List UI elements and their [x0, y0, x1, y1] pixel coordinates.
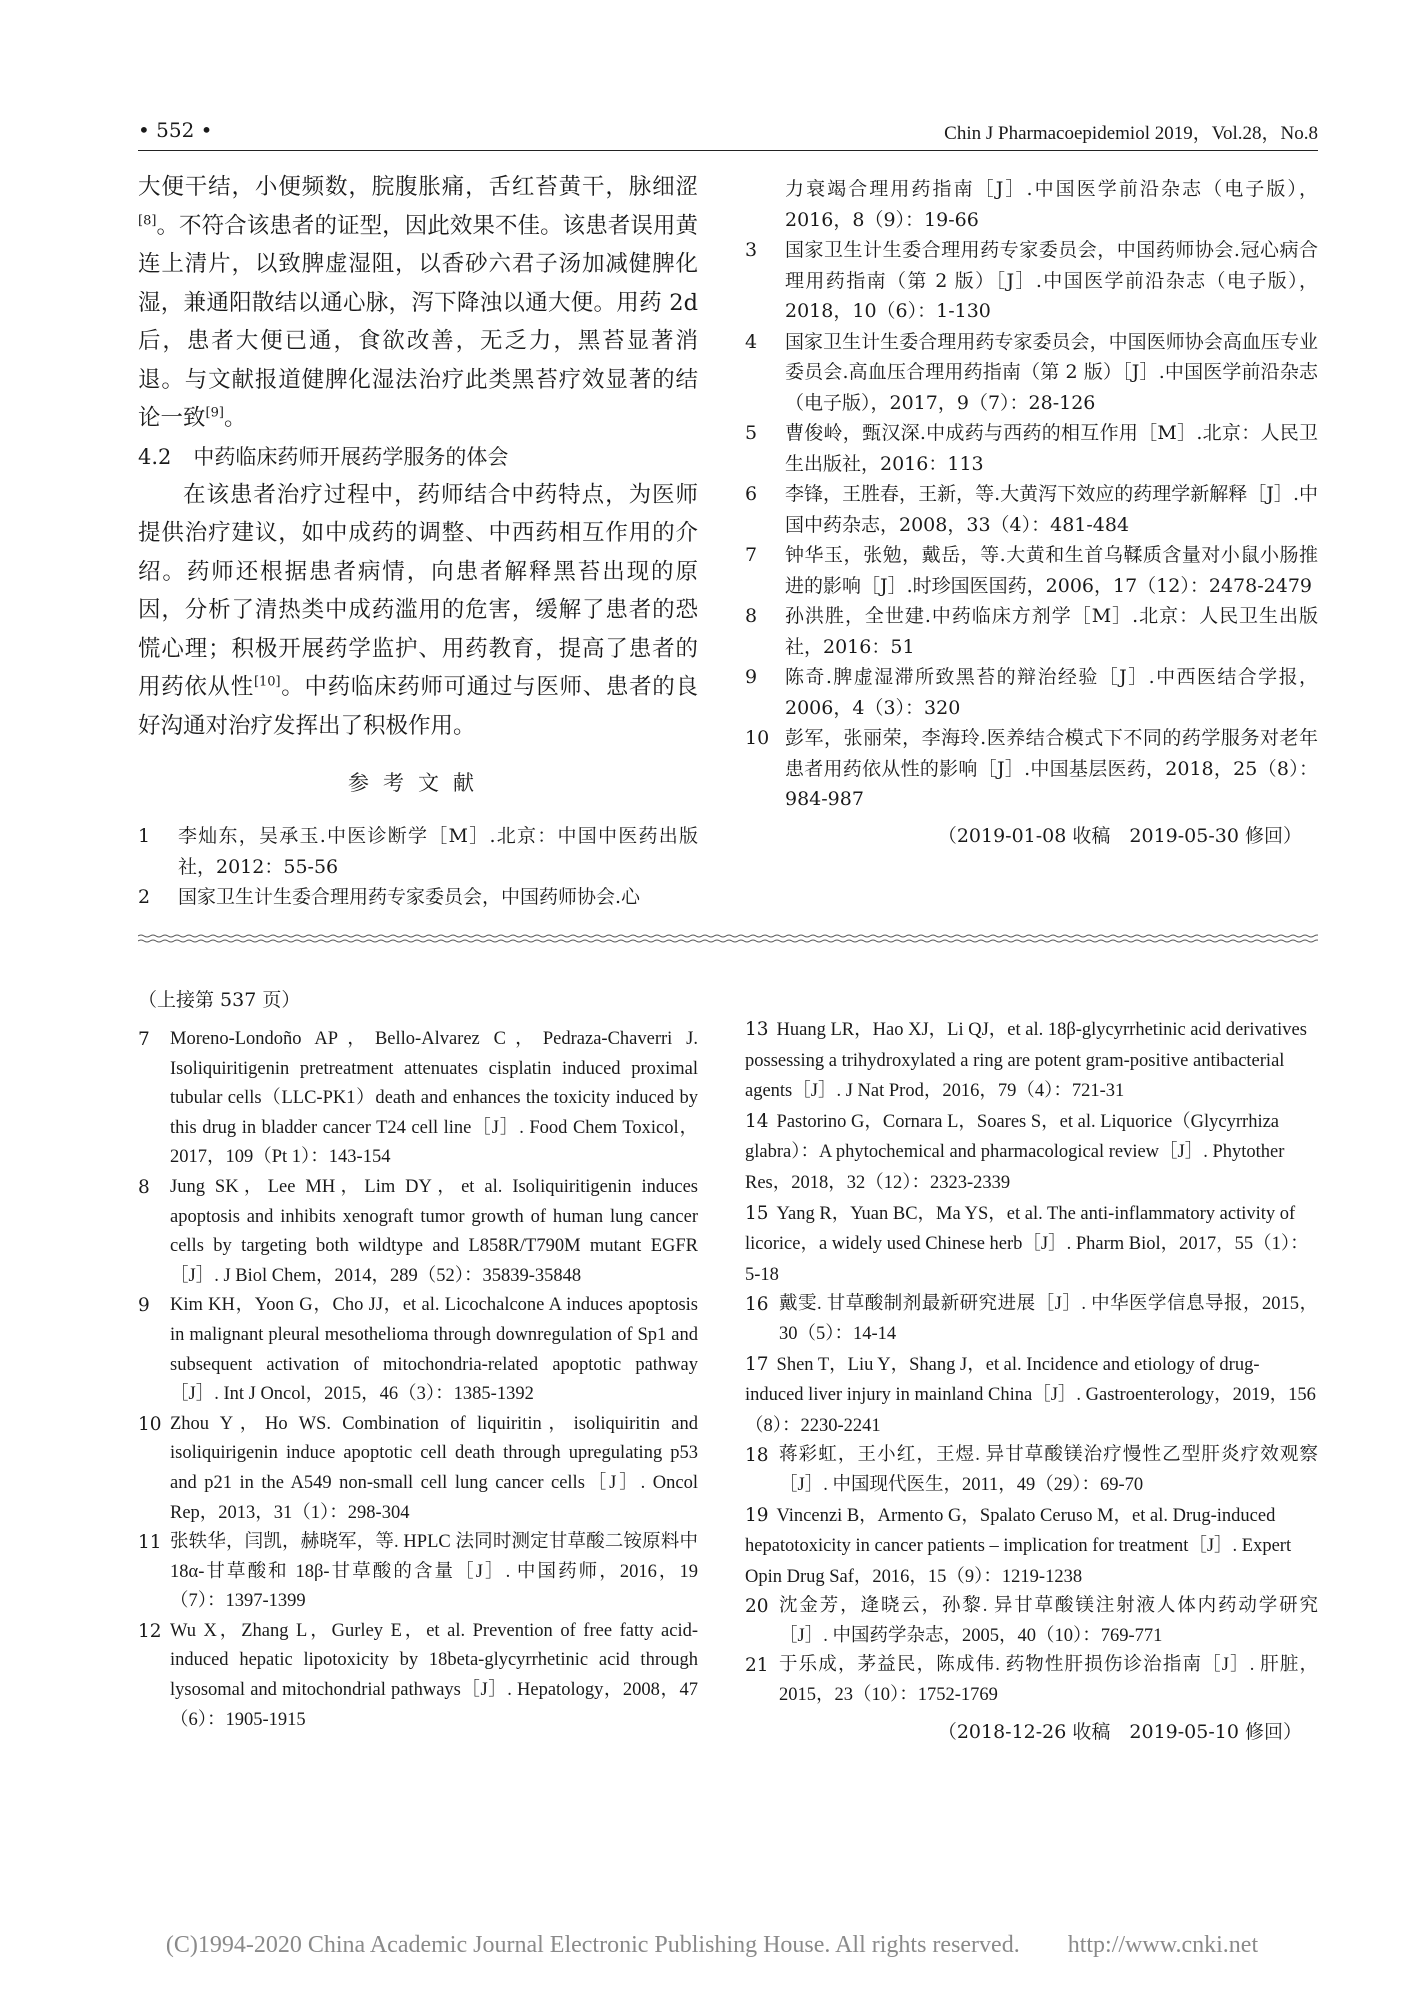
- paragraph-text: 。不符合该患者的证型，因此效果不佳。该患者误用黄连上清片，以致脾虚湿阻，以香砂六君子汤加减健脾化湿，兼通阳散结以通心脉，泻下降浊以通大便。用药 2d 后，患者大便已通，食欲改善，无乏力，黑苔显著消退。与文献报道健脾化湿法治疗此类黑苔疗效显著的结论一致: [138, 212, 698, 431]
- reference-number: 8: [745, 605, 758, 627]
- body-paragraph-1: [138, 168, 698, 438]
- reference-text: 彭军，张丽荣，李海玲.医养结合模式下不同的药学服务对老年患者用药依从性的影响［J］.中国基层医药，2018，25（8）：984-987: [785, 727, 1318, 810]
- reference-number: 1: [138, 825, 151, 847]
- reference-item: [138, 1410, 698, 1528]
- reference-item: [745, 1107, 1318, 1199]
- paragraph-text: 在该患者治疗过程中，药师结合中药特点，为医师提供治疗建议，如中成药的调整、中西药相互作用的介绍。药师还根据患者病情，向患者解释黑苔出现的原因，分析了清热类中成药滥用的危害，缓解了患者的恐慌心理；积极开展药学监护、用药教育，提高了患者的用药依从性: [138, 481, 698, 700]
- reference-item: [745, 418, 1318, 479]
- reference-item: [745, 1350, 1318, 1442]
- reference-number: 12: [138, 1620, 162, 1642]
- received-date: （2018-12-26 收稿 2019-05-10 修回）: [937, 1720, 1302, 1743]
- reference-text: 陈奇.脾虚湿滞所致黑苔的辩治经验［J］.中西医结合学报，2006，4（3）：320: [785, 666, 1318, 719]
- reference-text: Vincenzi B，Armento G，Spalato Ceruso M，et al. Drug-induced hepatotoxicity in cancer patients – implication for treatment［J］. Expert Opin Drug Saf，2016，15（9）：1219-1238: [745, 1505, 1292, 1587]
- citation-mark: [8]: [138, 213, 157, 228]
- reference-item: [138, 1617, 698, 1735]
- reference-number: 13: [745, 1019, 769, 1040]
- reference-item: [138, 1025, 698, 1173]
- reference-item: [745, 479, 1318, 540]
- reference-item: [138, 821, 698, 882]
- reference-text: Shen T，Liu Y，Shang J，et al. Incidence and etiology of drug-induced liver injury in mainland China［J］. Gastroenterology，2019，156（8）：2230-2241: [745, 1354, 1316, 1436]
- reference-number: 7: [138, 1029, 150, 1050]
- reference-text: 戴雯. 甘草酸制剂最新研究进展［J］. 中华医学信息导报，2015，30（5）：14-14: [779, 1294, 1318, 1344]
- reference-number: 5: [745, 422, 758, 444]
- reference-number: 2: [138, 886, 151, 908]
- reference-number: 19: [745, 1504, 769, 1526]
- reference-item: [745, 1592, 1318, 1651]
- reference-text: 国家卫生计生委合理用药专家委员会，中国药师协会.心: [178, 886, 641, 908]
- reference-text: 李灿东，吴承玉.中医诊断学［M］.北京：中国中医药出版社，2012：55-56: [178, 825, 698, 878]
- reference-number: 9: [745, 666, 758, 688]
- reference-text: 钟华玉，张勉，戴岳，等.大黄和生首乌鞣质含量对小鼠小肠推进的影响［J］.时珍国医国药，2006，17（12）：2478-2479: [785, 544, 1318, 597]
- reference-text: 沈金芳，逄晓云，孙黎. 异甘草酸镁注射液人体内药动学研究［J］. 中国药学杂志，2005，40（10）：769-771: [779, 1596, 1318, 1646]
- reference-number: 17: [745, 1353, 769, 1375]
- reference-text: 国家卫生计生委合理用药专家委员会，中国医师协会高血压专业委员会.高血压合理用药指南（第 2 版）［J］.中国医学前沿杂志（电子版），2017，9（7）：28-126: [785, 330, 1318, 414]
- reference-item: [138, 1291, 698, 1409]
- reference-item: [138, 1173, 698, 1291]
- reference-number: 9: [138, 1295, 150, 1317]
- reference-number: 14: [745, 1110, 769, 1132]
- reference-number: 11: [138, 1532, 162, 1554]
- reference-text: Pastorino G，Cornara L，Soares S，et al. Liquorice（Glycyrrhiza glabra）：A phytochemical and pharmacological review［J］. Phytother Res，2018，32（12）：2323-2339: [745, 1111, 1285, 1193]
- wavy-separator: [138, 933, 1318, 945]
- reference-text: Yang R，Yuan BC，Ma YS，et al. The anti-inflammatory activity of licorice，a widely used Chinese herb［J］. Pharm Biol，2017，55（1）：5-18: [745, 1203, 1309, 1285]
- reference-text: 蒋彩虹，王小红，王煜. 异甘草酸镁治疗慢性乙型肝炎疗效观察［J］. 中国现代医生，2011，49（29）：69-70: [779, 1445, 1318, 1495]
- reference-item: [745, 601, 1318, 662]
- reference-item: [745, 327, 1318, 419]
- reference-number: 20: [745, 1596, 769, 1618]
- reference-text: Huang LR，Hao XJ，Li QJ，et al. 18β-glycyrrhetinic acid derivatives possessing a trihydroxylated a ring are potent gram-positive antibacterial agents［J］. J Nat Prod，2016，79（4）：721-31: [745, 1020, 1307, 1102]
- section-heading: [138, 438, 698, 476]
- page-header: [138, 118, 1318, 148]
- reference-text: 力衰竭合理用药指南［J］.中国医学前沿杂志（电子版），2016，8（9）：19-66: [785, 178, 1318, 231]
- continued-note: （上接第 537 页）: [138, 989, 301, 1011]
- left-column-top: [138, 168, 698, 913]
- citation-mark: [10]: [253, 674, 281, 690]
- reference-text: Moreno-Londoño AP，Bello-Alvarez C，Pedraza-Chaverri J. Isoliquiritigenin pretreatment attenuates cisplatin induced proximal tubular cells（LLC-PK1）death and enhances the toxicity induced by this drug in bladder cancer T24 cell line［J］. Food Chem Toxicol，2017，109（Pt 1）：143-154: [170, 1029, 698, 1168]
- journal-citation: Chin J Pharmacoepidemiol 2019，Vol.28，No.8: [944, 123, 1318, 144]
- right-column-top: [745, 174, 1318, 851]
- reference-text: Wu X，Zhang L，Gurley E，et al. Prevention of free fatty acid-induced hepatic lipotoxicity by 18beta-glycyrrhetinic acid through lysosomal and mitochondrial pathways［J］. Hepatology，2008，47（6）：1905-1915: [170, 1620, 698, 1730]
- reference-item: [745, 1651, 1318, 1710]
- copyright-footer: (C)1994-2020 China Academic Journal Electronic Publishing House. All rights reserved. http://www.cnki.net: [165, 1932, 1259, 1958]
- reference-item: [745, 662, 1318, 723]
- reference-text: 曹俊岭，甄汉深.中成药与西药的相互作用［M］.北京：人民卫生出版社，2016：113: [785, 422, 1318, 475]
- reference-text: 李锋，王胜春，王新，等.大黄泻下效应的药理学新解释［J］.中国中药杂志，2008，33（4）：481-484: [785, 483, 1318, 536]
- reference-number: 10: [745, 727, 770, 749]
- reference-text: Kim KH，Yoon G，Cho JJ，et al. Licochalcone A induces apoptosis in malignant pleural mesothelioma through downregulation of Sp1 and subsequent activation of mitochondria-related apoptotic pathway［J］. Int J Oncol，2015，46（3）：1385-1392: [170, 1295, 698, 1405]
- reference-number: 18: [745, 1445, 769, 1467]
- reference-number: 8: [138, 1176, 150, 1198]
- body-paragraph-2: [138, 476, 698, 746]
- citation-mark: [9]: [205, 405, 224, 421]
- reference-item: [138, 882, 698, 913]
- reference-item: [745, 1501, 1318, 1593]
- reference-item: [138, 1528, 698, 1617]
- reference-number: 3: [745, 239, 758, 261]
- reference-number: 10: [138, 1413, 162, 1435]
- reference-text: 于乐成，茅益民，陈成伟. 药物性肝损伤诊治指南［J］. 肝脏，2015，23（10）：1752-1769: [779, 1655, 1318, 1706]
- reference-text: Zhou Y，Ho WS. Combination of liquiritin，isoliquiritin and isoliquirigenin induce apoptotic cell death through upregulating p53 and p21 in the A549 non-small cell lung cancer cells［J］. Oncol Rep，2013，31（1）：298-304: [170, 1413, 698, 1523]
- reference-number: 15: [745, 1202, 769, 1224]
- reference-item: [745, 723, 1318, 815]
- reference-item: [745, 1015, 1318, 1107]
- left-column-bottom: [138, 985, 698, 1735]
- header-rule: [138, 150, 1318, 151]
- section-number: 4.2: [138, 444, 172, 469]
- right-column-bottom: [745, 1015, 1318, 1747]
- reference-item: [745, 174, 1318, 235]
- reference-text: 国家卫生计生委合理用药专家委员会，中国药师协会.冠心病合理用药指南（第 2 版）［J］.中国医学前沿杂志（电子版），2018，10（6）：1-130: [785, 239, 1318, 322]
- paragraph-text: 。中药临床药师可通过与医师、患者的良好沟通对治疗发挥出了积极作用。: [138, 674, 698, 739]
- reference-number: 7: [745, 544, 758, 566]
- section-title: 中药临床药师开展药学服务的体会: [193, 444, 509, 469]
- paragraph-text: 大便干结，小便频数，脘腹胀痛，舌红苔黄干，脉细涩: [138, 174, 698, 200]
- received-date: （2019-01-08 收稿 2019-05-30 修回）: [937, 824, 1302, 847]
- reference-item: [745, 540, 1318, 601]
- references-title: 参考文献: [348, 771, 488, 795]
- page-number: • 552 •: [138, 118, 213, 142]
- reference-text: Jung SK，Lee MH，Lim DY，et al. Isoliquiritigenin induces apoptosis and inhibits xenograft tumor growth of human lung cancer cells by targeting both wildtype and L858R/T790M mutant EGFR［J］. J Biol Chem，2014，289（52）：35839-35848: [170, 1176, 698, 1286]
- reference-number: 4: [745, 330, 758, 353]
- reference-text: 孙洪胜，全世建.中药临床方剂学［M］.北京：人民卫生出版社，2016：51: [785, 605, 1318, 658]
- reference-item: [745, 1441, 1318, 1500]
- reference-item: [745, 1199, 1318, 1291]
- reference-item: [745, 235, 1318, 327]
- reference-number: 21: [745, 1655, 769, 1677]
- reference-item: [745, 1290, 1318, 1349]
- reference-text: 张轶华，闫凯，赫晓军，等. HPLC 法同时测定甘草酸二铵原料中 18α-甘草酸和 18β-甘草酸的含量［J］. 中国药师，2016，19（7）：1397-1399: [170, 1532, 698, 1612]
- reference-number: 16: [745, 1294, 769, 1316]
- paragraph-text: 。: [223, 405, 247, 431]
- reference-number: 6: [745, 483, 758, 505]
